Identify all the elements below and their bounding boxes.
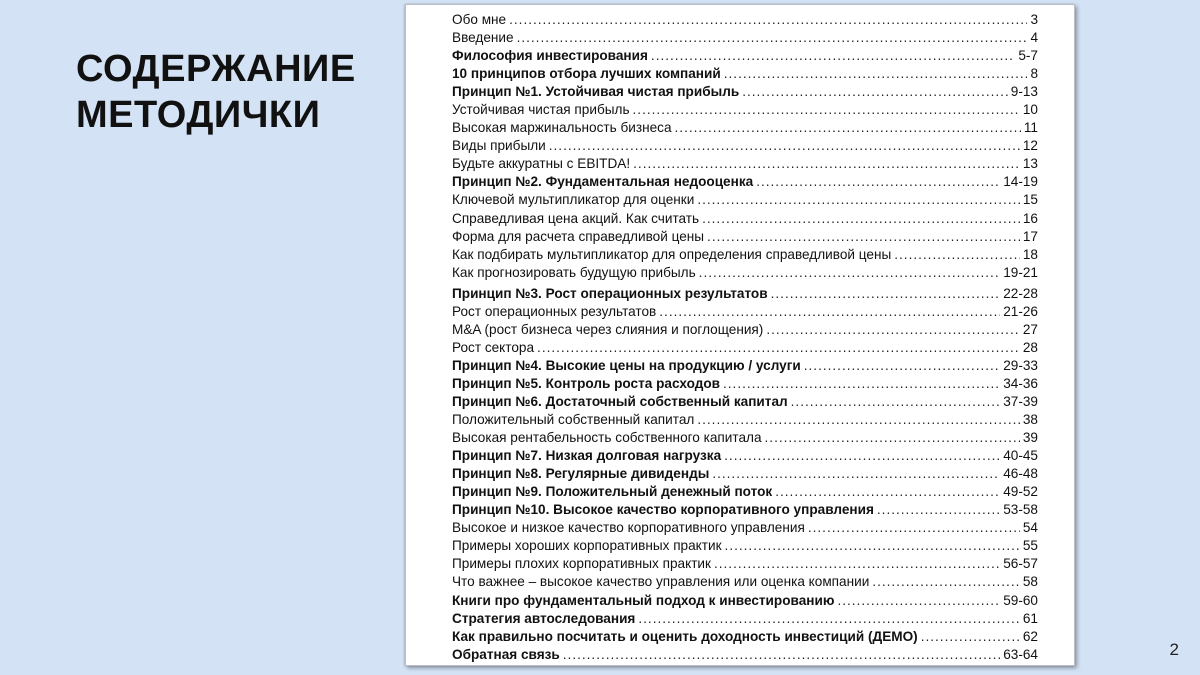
toc-entry-page: 12: [1022, 138, 1038, 154]
toc-entry-title: Стратегия автоследования: [452, 610, 636, 626]
toc-leader-dots: [872, 573, 1020, 591]
document-page: [405, 4, 1075, 666]
toc-entry: [452, 483, 1038, 501]
toc-entry-page: 59-60: [1003, 592, 1038, 608]
toc-entry-page: 9-13: [1010, 84, 1038, 100]
toc-leader-dots: [877, 501, 1000, 519]
slide-title-line-1: СОДЕРЖАНИЕ: [76, 48, 356, 90]
toc-leader-dots: [549, 137, 1020, 155]
toc-entry: [452, 11, 1038, 29]
toc-entry: [452, 555, 1038, 573]
toc-entry-title: Обратная связь: [452, 646, 560, 662]
toc-entry-title: Принцип №9. Положительный денежный поток: [452, 484, 773, 500]
toc-entry: [452, 610, 1038, 628]
toc-entry-title: Что важнее – высокое качество управления или оценка компании: [452, 574, 870, 590]
toc-entry-title: Высокое и низкое качество корпоративного управления: [452, 520, 805, 536]
toc-entry-page: 13: [1022, 156, 1038, 172]
toc-entry: [452, 537, 1038, 555]
toc-entry-title: Примеры плохих корпоративных практик: [452, 556, 711, 572]
toc-entry: [452, 447, 1038, 465]
toc-entry: [452, 519, 1038, 537]
toc-leader-dots: [742, 83, 1008, 101]
toc-leader-dots: [563, 646, 1000, 664]
toc-entry-page: 62: [1022, 628, 1038, 644]
toc-leader-dots: [724, 65, 1028, 83]
toc-leader-dots: [791, 393, 1001, 411]
toc-entry: [452, 137, 1038, 155]
toc-entry: [452, 303, 1038, 321]
toc-leader-dots: [894, 246, 1020, 264]
toc-entry-title: Принцип №8. Регулярные дивиденды: [452, 466, 710, 482]
toc-entry: [452, 285, 1038, 303]
toc-leader-dots: [766, 321, 1020, 339]
toc-entry-title: Принцип №6. Достаточный собственный капитал: [452, 393, 788, 409]
toc-entry-page: 11: [1023, 120, 1038, 136]
toc-entry: [452, 65, 1038, 83]
toc-entry-title: Принцип №10. Высокое качество корпоративного управления: [452, 502, 874, 518]
toc-leader-dots: [723, 375, 1000, 393]
toc-entry-page: 27: [1022, 321, 1038, 337]
toc-leader-dots: [702, 210, 1020, 228]
toc-leader-dots: [707, 228, 1020, 246]
toc-entry: [452, 393, 1038, 411]
toc-entry-page: 10: [1022, 102, 1038, 118]
toc-entry-title: Принцип №4. Высокие цены на продукцию / услуги: [452, 357, 801, 373]
toc-entry: [452, 101, 1038, 119]
toc-entry-page: 14-19: [1003, 174, 1038, 190]
toc-entry-title: Виды прибыли: [452, 138, 546, 154]
toc-entry-page: 15: [1022, 192, 1038, 208]
toc-leader-dots: [659, 303, 1000, 321]
toc-entry: [452, 191, 1038, 209]
toc-leader-dots: [699, 264, 1001, 282]
toc-entry-title: Справедливая цена акций. Как считать: [452, 210, 700, 226]
toc-entry-page: 17: [1022, 228, 1038, 244]
toc-leader-dots: [765, 429, 1020, 447]
toc-entry-title: Принцип №5. Контроль роста расходов: [452, 375, 720, 391]
toc-leader-dots: [756, 173, 1000, 191]
toc-entry-page: 40-45: [1003, 448, 1038, 464]
toc-entry-title: Как правильно посчитать и оценить доходность инвестиций (ДЕМО): [452, 628, 918, 644]
table-of-contents: [452, 11, 1038, 664]
toc-entry: [452, 83, 1038, 101]
toc-entry-page: 16: [1022, 210, 1038, 226]
toc-leader-dots: [724, 447, 1000, 465]
toc-entry: [452, 646, 1038, 664]
toc-entry-page: 19-21: [1003, 264, 1038, 280]
toc-entry: [452, 264, 1038, 282]
toc-entry-title: Как подбирать мультипликатор для определения справедливой цены: [452, 246, 892, 262]
toc-entry: [452, 628, 1038, 646]
toc-entry-title: Примеры хороших корпоративных практик: [452, 538, 722, 554]
toc-entry: [452, 573, 1038, 591]
toc-leader-dots: [697, 411, 1020, 429]
toc-entry-page: 28: [1022, 339, 1038, 355]
toc-entry-page: 21-26: [1003, 303, 1038, 319]
toc-entry-page: 63-64: [1003, 646, 1038, 662]
toc-entry-title: Форма для расчета справедливой цены: [452, 228, 705, 244]
toc-leader-dots: [651, 47, 1015, 65]
toc-entry: [452, 246, 1038, 264]
toc-entry: [452, 29, 1038, 47]
slide-title: [76, 46, 356, 138]
toc-leader-dots: [537, 339, 1020, 357]
toc-entry-page: 8: [1030, 66, 1038, 82]
toc-leader-dots: [771, 285, 1001, 303]
toc-leader-dots: [725, 537, 1020, 555]
toc-entry-title: Введение: [452, 30, 514, 46]
toc-entry-page: 4: [1030, 30, 1038, 46]
toc-entry: [452, 119, 1038, 137]
toc-entry: [452, 47, 1038, 65]
toc-entry-page: 46-48: [1003, 466, 1038, 482]
toc-entry: [452, 321, 1038, 339]
toc-entry: [452, 411, 1038, 429]
toc-entry-page: 18: [1022, 246, 1038, 262]
toc-entry: [452, 339, 1038, 357]
toc-leader-dots: [517, 29, 1028, 47]
toc-entry-page: 29-33: [1003, 357, 1038, 373]
toc-entry: [452, 375, 1038, 393]
slide-title-line-2: МЕТОДИЧКИ: [76, 94, 321, 136]
toc-entry-page: 61: [1022, 610, 1038, 626]
toc-entry-title: Ключевой мультипликатор для оценки: [452, 192, 695, 208]
toc-entry-page: 58: [1022, 574, 1038, 590]
toc-entry-title: Принцип №1. Устойчивая чистая прибыль: [452, 84, 740, 100]
toc-entry: [452, 429, 1038, 447]
toc-leader-dots: [714, 555, 1000, 573]
toc-entry-page: 54: [1022, 520, 1038, 536]
toc-entry-title: Устойчивая чистая прибыль: [452, 102, 630, 118]
toc-leader-dots: [921, 628, 1020, 646]
toc-entry-title: Принцип №7. Низкая долговая нагрузка: [452, 448, 722, 464]
toc-entry-title: Принцип №2. Фундаментальная недооценка: [452, 174, 754, 190]
toc-leader-dots: [808, 519, 1020, 537]
toc-leader-dots: [804, 357, 1000, 375]
toc-leader-dots: [509, 11, 1027, 29]
toc-entry-page: 55: [1022, 538, 1038, 554]
toc-leader-dots: [633, 101, 1020, 119]
toc-entry-page: 56-57: [1003, 556, 1038, 572]
toc-leader-dots: [638, 610, 1020, 628]
toc-entry-title: Будьте аккуратны с EBITDA!: [452, 156, 631, 172]
toc-leader-dots: [775, 483, 1000, 501]
toc-entry-page: 38: [1022, 412, 1038, 428]
toc-entry-title: Как прогнозировать будущую прибыль: [452, 264, 696, 280]
toc-entry-title: Рост сектора: [452, 339, 535, 355]
toc-entry: [452, 501, 1038, 519]
toc-entry: [452, 210, 1038, 228]
toc-entry: [452, 228, 1038, 246]
toc-entry-page: 53-58: [1003, 502, 1038, 518]
toc-entry-page: 3: [1030, 12, 1038, 27]
toc-entry-title: Философия инвестирования: [452, 48, 648, 64]
toc-entry: [452, 465, 1038, 483]
toc-leader-dots: [675, 119, 1021, 137]
toc-entry-page: 39: [1022, 430, 1038, 446]
toc-entry: [452, 155, 1038, 173]
toc-entry: [452, 357, 1038, 375]
toc-entry-page: 34-36: [1003, 375, 1038, 391]
toc-entry-page: 5-7: [1018, 48, 1038, 64]
toc-leader-dots: [633, 155, 1020, 173]
toc-entry-title: Обо мне: [452, 12, 507, 27]
toc-leader-dots: [712, 465, 1000, 483]
toc-entry-title: Положительный собственный капитал: [452, 412, 695, 428]
toc-entry-title: Высокая маржинальность бизнеса: [452, 120, 672, 136]
toc-entry-title: 10 принципов отбора лучших компаний: [452, 66, 721, 82]
toc-leader-dots: [837, 592, 1000, 610]
toc-entry: [452, 173, 1038, 191]
toc-entry-page: 49-52: [1003, 484, 1038, 500]
toc-entry-title: Рост операционных результатов: [452, 303, 657, 319]
toc-entry-title: Книги про фундаментальный подход к инвестированию: [452, 592, 835, 608]
toc-entry-title: M&A (рост бизнеса через слияния и поглощения): [452, 321, 764, 337]
toc-entry-title: Принцип №3. Рост операционных результатов: [452, 285, 768, 301]
slide-number: 2: [1169, 640, 1179, 659]
toc-entry: [452, 592, 1038, 610]
toc-entry-page: 22-28: [1003, 285, 1038, 301]
toc-entry-page: 37-39: [1003, 393, 1038, 409]
toc-leader-dots: [697, 191, 1020, 209]
toc-entry-title: Высокая рентабельность собственного капитала: [452, 430, 762, 446]
